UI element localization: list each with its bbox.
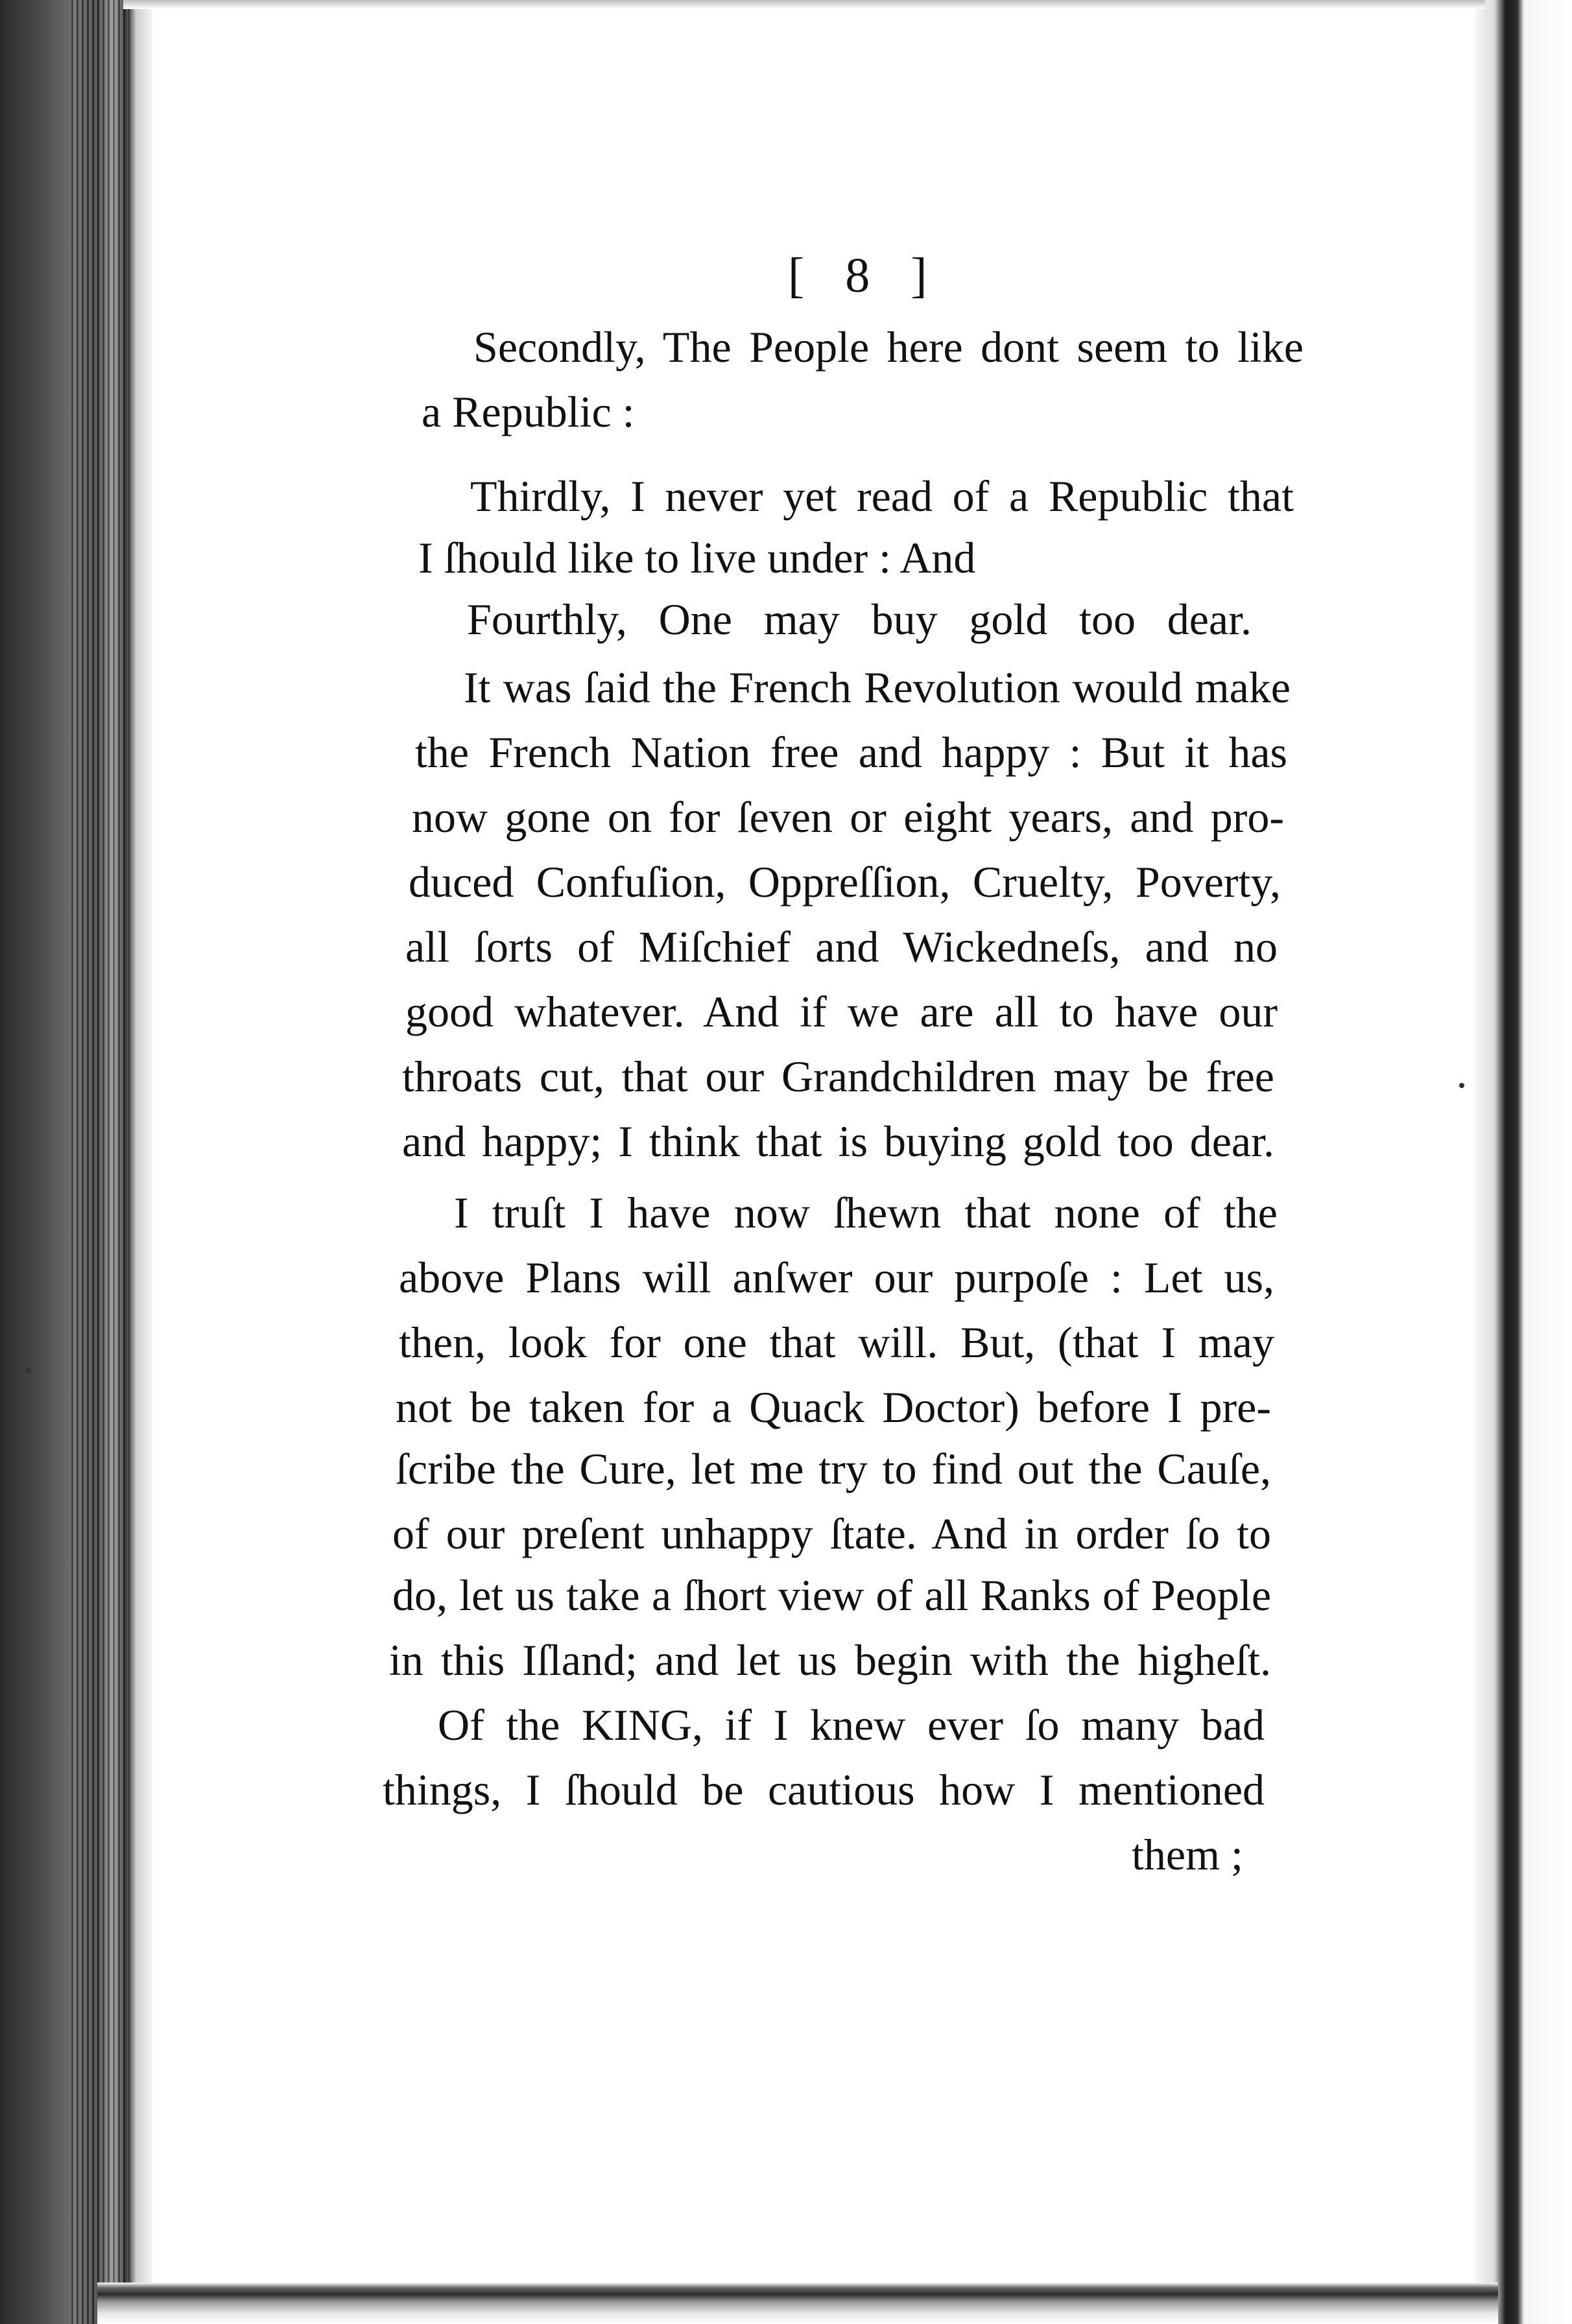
bottom-edge-shadow <box>97 2282 1498 2324</box>
text-line: and happy; I think that is buying gold too dear. <box>402 1117 1274 1166</box>
text-line: I ſhould like to live under : And <box>418 533 976 582</box>
text-line: things, I ſhould be cautious how I mentioned <box>383 1765 1265 1814</box>
text-line: do, let us take a ſhort view of all Ranks of People <box>392 1571 1271 1620</box>
text-line: all ſorts of Miſchief and Wickedneſs, and no <box>405 922 1278 971</box>
text-line: good whatever. And if we are all to have our <box>405 987 1278 1036</box>
book-page <box>152 0 1475 2282</box>
speck <box>1459 1083 1464 1088</box>
text-line: ſcribe the Cure, let me try to find out the Cauſe, <box>396 1444 1271 1493</box>
text-line: It was ſaid the French Revolution would make <box>464 663 1291 712</box>
page-number: [ 8 ] <box>788 248 942 303</box>
text-line: then, look for one that will. But, (that I may <box>399 1318 1274 1367</box>
text-line: Of the KING, if I knew ever ſo many bad <box>438 1700 1265 1749</box>
text-line: Secondly, The People here dont seem to like <box>473 322 1304 372</box>
right-page-edge <box>1475 0 1572 2324</box>
text-line: I truſt I have now ſhewn that none of the <box>454 1188 1278 1237</box>
speck <box>26 1368 31 1373</box>
page-edges-texture <box>71 0 130 2324</box>
text-line: in this Iſland; and let us begin with the higheſt. <box>389 1635 1271 1685</box>
text-line: duced Confuſion, Oppreſſion, Cruelty, Poverty, <box>409 857 1281 907</box>
text-line: throats cut, that our Grandchildren may be free <box>402 1052 1274 1101</box>
text-line: above Plans will anſwer our purpoſe : Let us, <box>399 1253 1274 1302</box>
text-line: Fourthly, One may buy gold too dear. <box>467 595 1252 644</box>
catchword: them ; <box>1132 1830 1243 1879</box>
text-line: not be taken for a Quack Doctor) before I pre- <box>396 1382 1271 1432</box>
text-line: the French Nation free and happy : But it has <box>415 728 1287 777</box>
text-line: of our preſent unhappy ſtate. And in order ſo to <box>392 1509 1271 1558</box>
text-line: a Republic : <box>422 387 635 436</box>
text-line: Thirdly, I never yet read of a Republic that <box>470 471 1294 521</box>
text-line: now gone on for ſeven or eight years, and pro- <box>412 792 1284 842</box>
